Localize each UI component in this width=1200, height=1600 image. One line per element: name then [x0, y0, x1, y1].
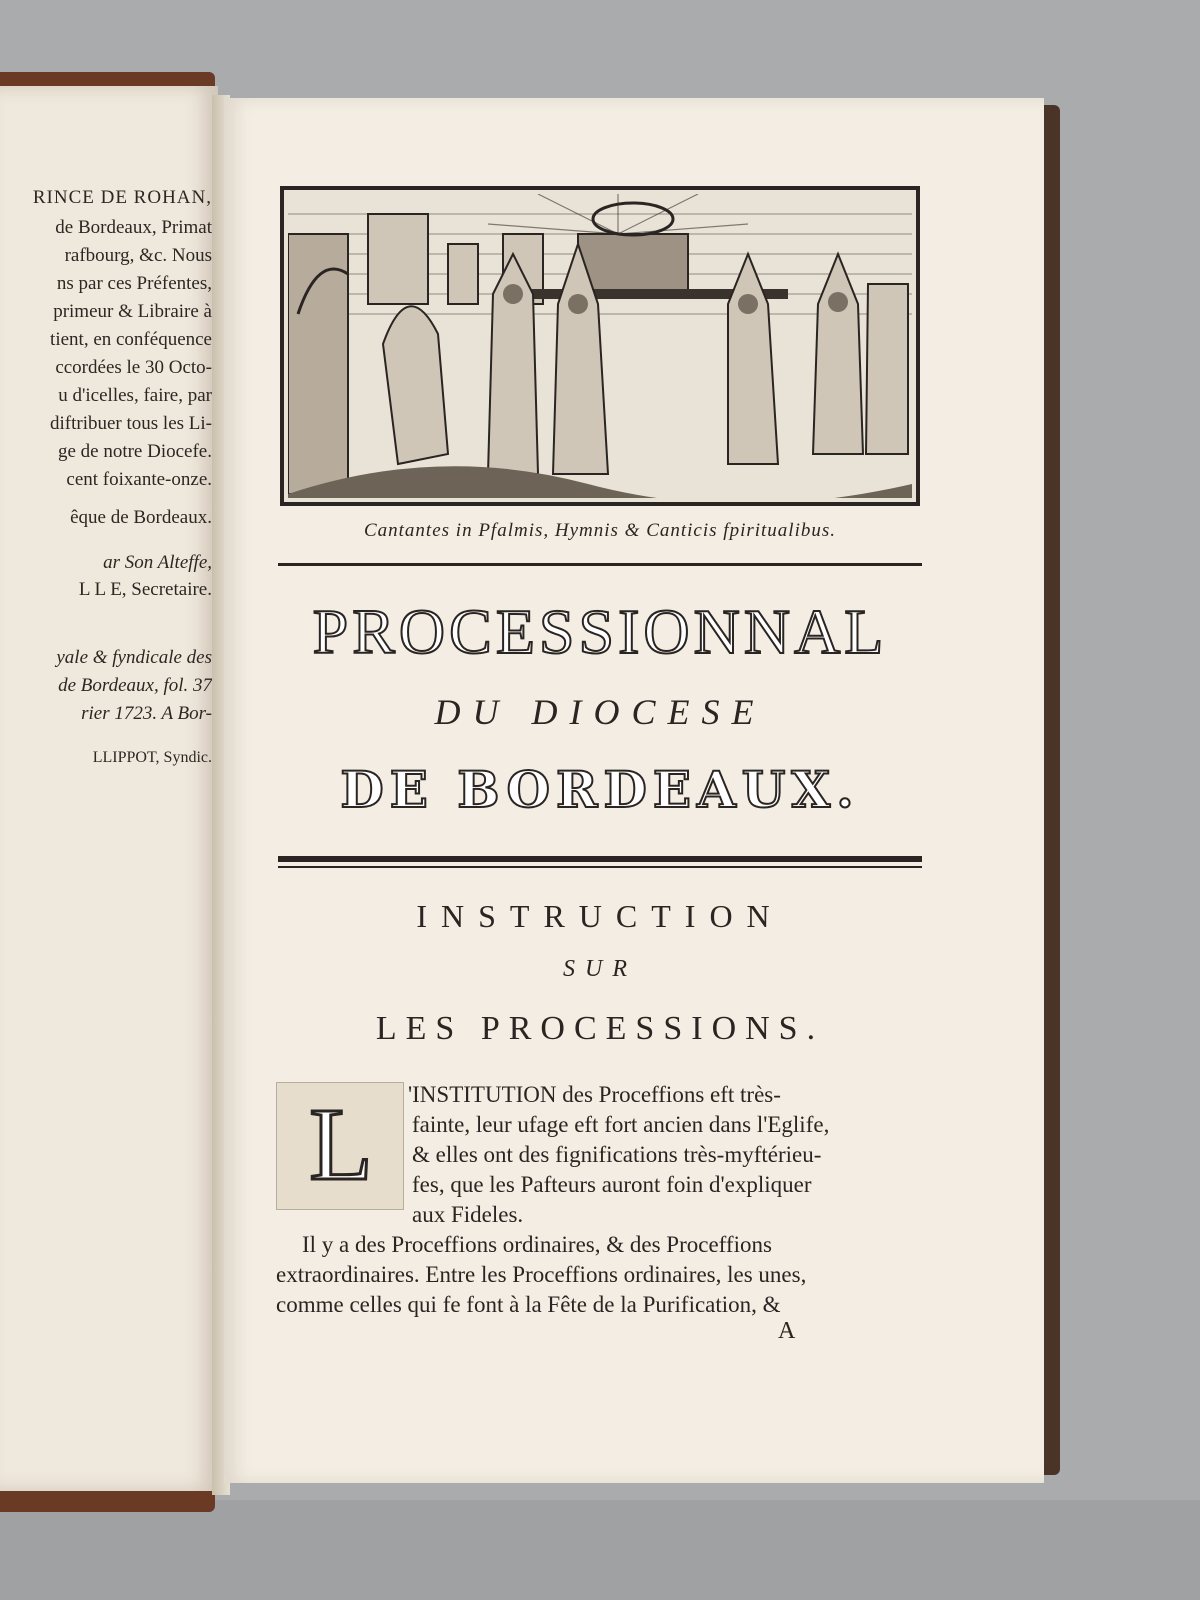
- left-page-line: ar Son Alteffe,: [103, 552, 212, 573]
- left-page-line: primeur & Libraire à: [53, 301, 212, 322]
- section-title-instruction: INSTRUCTION: [416, 898, 784, 934]
- woodcut-scene: [288, 194, 912, 498]
- left-page-line: L L E, Secretaire.: [78, 579, 212, 600]
- title-de-bordeaux: DE BORDEAUX.: [340, 760, 860, 819]
- body-text-line: extraordinaires. Entre les Proceffions ordinaires, les unes,: [276, 1262, 807, 1287]
- signature-mark: A: [778, 1318, 796, 1344]
- title-du-diocese: DU DIOCESE: [434, 692, 766, 732]
- left-page: [0, 86, 218, 1491]
- left-page-line: u d'icelles, faire, par: [58, 385, 212, 406]
- title-processionnal: PROCESSIONNAL: [312, 596, 888, 667]
- body-text-line: Il y a des Proceffions ordinaires, & des Proceffions: [302, 1232, 772, 1257]
- left-page-line: diftribuer tous les Li-: [50, 413, 212, 434]
- left-page-line: de Bordeaux, fol. 37: [58, 675, 212, 696]
- ornamental-drop-cap: [276, 1082, 404, 1210]
- body-text-line: 'INSTITUTION des Proceffions eft très-: [408, 1082, 781, 1107]
- left-page-line: rafbourg, &c. Nous: [64, 245, 212, 266]
- left-page-line: ccordées le 30 Octo-: [55, 357, 212, 378]
- left-page-line: rier 1723. A Bor-: [81, 703, 212, 724]
- body-text-line: aux Fideles.: [412, 1202, 524, 1227]
- section-title-processions: LES PROCESSIONS.: [375, 1010, 825, 1047]
- background-table: [0, 1500, 1200, 1600]
- double-rule-top: [278, 856, 922, 862]
- left-page-line: cent foixante-onze.: [66, 469, 212, 490]
- woodcut-caption: Cantantes in Pfalmis, Hymnis & Canticis fpiritualibus.: [363, 520, 837, 541]
- double-rule-bottom: [278, 866, 922, 868]
- left-page-line: de Bordeaux, Primat: [55, 217, 212, 238]
- drop-cap-letter: L: [309, 1087, 373, 1202]
- left-page-line: ns par ces Préfentes,: [56, 273, 212, 294]
- left-page-line: LLIPPOT, Syndic.: [92, 749, 212, 766]
- left-page-line: ge de notre Diocefe.: [57, 441, 212, 462]
- body-text-line: & elles ont des fignifications très-myftérieu-: [412, 1142, 822, 1167]
- section-title-sur: SUR: [563, 956, 637, 982]
- body-text-line: fainte, leur ufage eft fort ancien dans l'Eglife,: [412, 1112, 830, 1137]
- top-rule: [278, 563, 922, 566]
- body-text-line: fes, que les Pafteurs auront foin d'expliquer: [412, 1172, 812, 1197]
- body-text-line: comme celles qui fe font à la Fête de la Purification, &: [276, 1292, 781, 1317]
- left-page-line: yale & fyndicale des: [56, 647, 212, 668]
- left-page-line: RINCE DE ROHAN,: [32, 187, 212, 208]
- left-page-line: êque de Bordeaux.: [70, 507, 212, 528]
- woodcut-illustration: [280, 186, 920, 506]
- left-page-line: tient, en conféquence: [50, 329, 212, 350]
